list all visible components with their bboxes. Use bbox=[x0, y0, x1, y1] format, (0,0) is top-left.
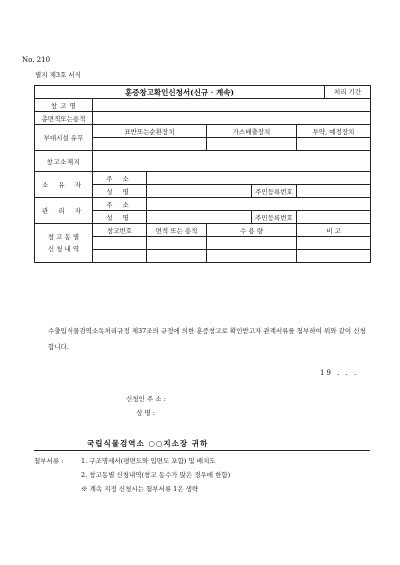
details-label bbox=[35, 224, 93, 263]
addressee: 국립식물검역소 ○○지소장 귀하 bbox=[87, 439, 209, 448]
location-label: 창고소재지 bbox=[35, 151, 93, 172]
application-form-table bbox=[34, 85, 371, 263]
details-row-1-note[interactable] bbox=[297, 237, 371, 250]
manager-label: 관 리 자 bbox=[35, 198, 93, 224]
owner-address-label: 주 소 bbox=[93, 172, 147, 185]
warehouse-name-field[interactable] bbox=[93, 99, 371, 112]
details-row-2-area[interactable] bbox=[147, 250, 207, 263]
applicant-name-label: 성 명 : bbox=[136, 409, 155, 417]
facility-dosing-label: 투약, 예정장치 bbox=[297, 125, 371, 138]
details-row-2-note[interactable] bbox=[297, 250, 371, 263]
attachment-item-2: 2. 창고동별 신청내역(창고 동수가 많은 경우에 한함) bbox=[81, 471, 231, 479]
divider-line bbox=[34, 450, 370, 451]
declaration-text: 수출입식물검역소독처리규정 제37조의 규정에 의한 훈증창고로 확인받고자 관계서류를 첨부하여 위와 같이 신청합니다. bbox=[48, 327, 366, 351]
owner-label: 소 유 자 bbox=[35, 172, 93, 198]
col-warehouse-no: 창고번호 bbox=[93, 224, 147, 237]
facility-dosing-field[interactable] bbox=[297, 138, 371, 151]
owner-name-field[interactable] bbox=[147, 185, 252, 198]
applicant-address-label: 신청인 주 소 : bbox=[126, 395, 166, 403]
location-field[interactable] bbox=[93, 151, 371, 172]
manager-reg-no-label: 주민등록번호 bbox=[252, 211, 297, 224]
processing-period-label: 처리 기간 bbox=[325, 86, 371, 99]
owner-address-field[interactable] bbox=[147, 172, 371, 185]
warehouse-name-label: 창 고 명 bbox=[35, 99, 93, 112]
details-row-2-no[interactable] bbox=[93, 250, 147, 263]
details-row-2-capacity[interactable] bbox=[207, 250, 297, 263]
attachment-item-1: 1. 구조명세서(평면도와 입면도 포함) 및 배치도 bbox=[81, 457, 216, 465]
area-usage-label: 총면적또는용적 bbox=[35, 112, 93, 125]
facility-circulation-field[interactable] bbox=[93, 138, 207, 151]
date-line: 19 . . . bbox=[320, 369, 359, 377]
details-row-1-capacity[interactable] bbox=[207, 237, 297, 250]
details-row-1-area[interactable] bbox=[147, 237, 207, 250]
form-number: 별지 제3호 서식 bbox=[35, 71, 81, 79]
document-number: No. 210 bbox=[22, 56, 51, 64]
facility-gas-exhaust-label: 가스배출장치 bbox=[207, 125, 297, 138]
facility-gas-exhaust-field[interactable] bbox=[207, 138, 297, 151]
owner-reg-no-label: 주민등록번호 bbox=[252, 185, 297, 198]
manager-reg-no-field[interactable] bbox=[297, 211, 371, 224]
owner-reg-no-field[interactable] bbox=[297, 185, 371, 198]
form-title: 훈증창고확인신청서(신규 · 계속) bbox=[35, 86, 325, 99]
facility-circulation-label: 표반또는순환장치 bbox=[93, 125, 207, 138]
manager-name-field[interactable] bbox=[147, 211, 252, 224]
manager-name-label: 성 명 bbox=[93, 211, 147, 224]
col-area: 면적 또는 용적 bbox=[147, 224, 207, 237]
attachments-label: 첨부서류 : bbox=[34, 457, 64, 465]
col-note: 비 고 bbox=[297, 224, 371, 237]
attachment-note: ※ 계속 지정 신청시는 첨부서류 1은 생략 bbox=[81, 485, 199, 493]
manager-address-field[interactable] bbox=[147, 198, 371, 211]
details-label-line1: 창 고 동 별 bbox=[47, 233, 80, 241]
owner-name-label: 성 명 bbox=[93, 185, 147, 198]
details-label-line2: 신 청 내 역 bbox=[47, 245, 80, 253]
manager-address-label: 주 소 bbox=[93, 198, 147, 211]
details-row-1-no[interactable] bbox=[93, 237, 147, 250]
area-usage-field[interactable] bbox=[93, 112, 371, 125]
col-capacity: 수 용 량 bbox=[207, 224, 297, 237]
facilities-label: 부대시설 유무 bbox=[35, 125, 93, 151]
